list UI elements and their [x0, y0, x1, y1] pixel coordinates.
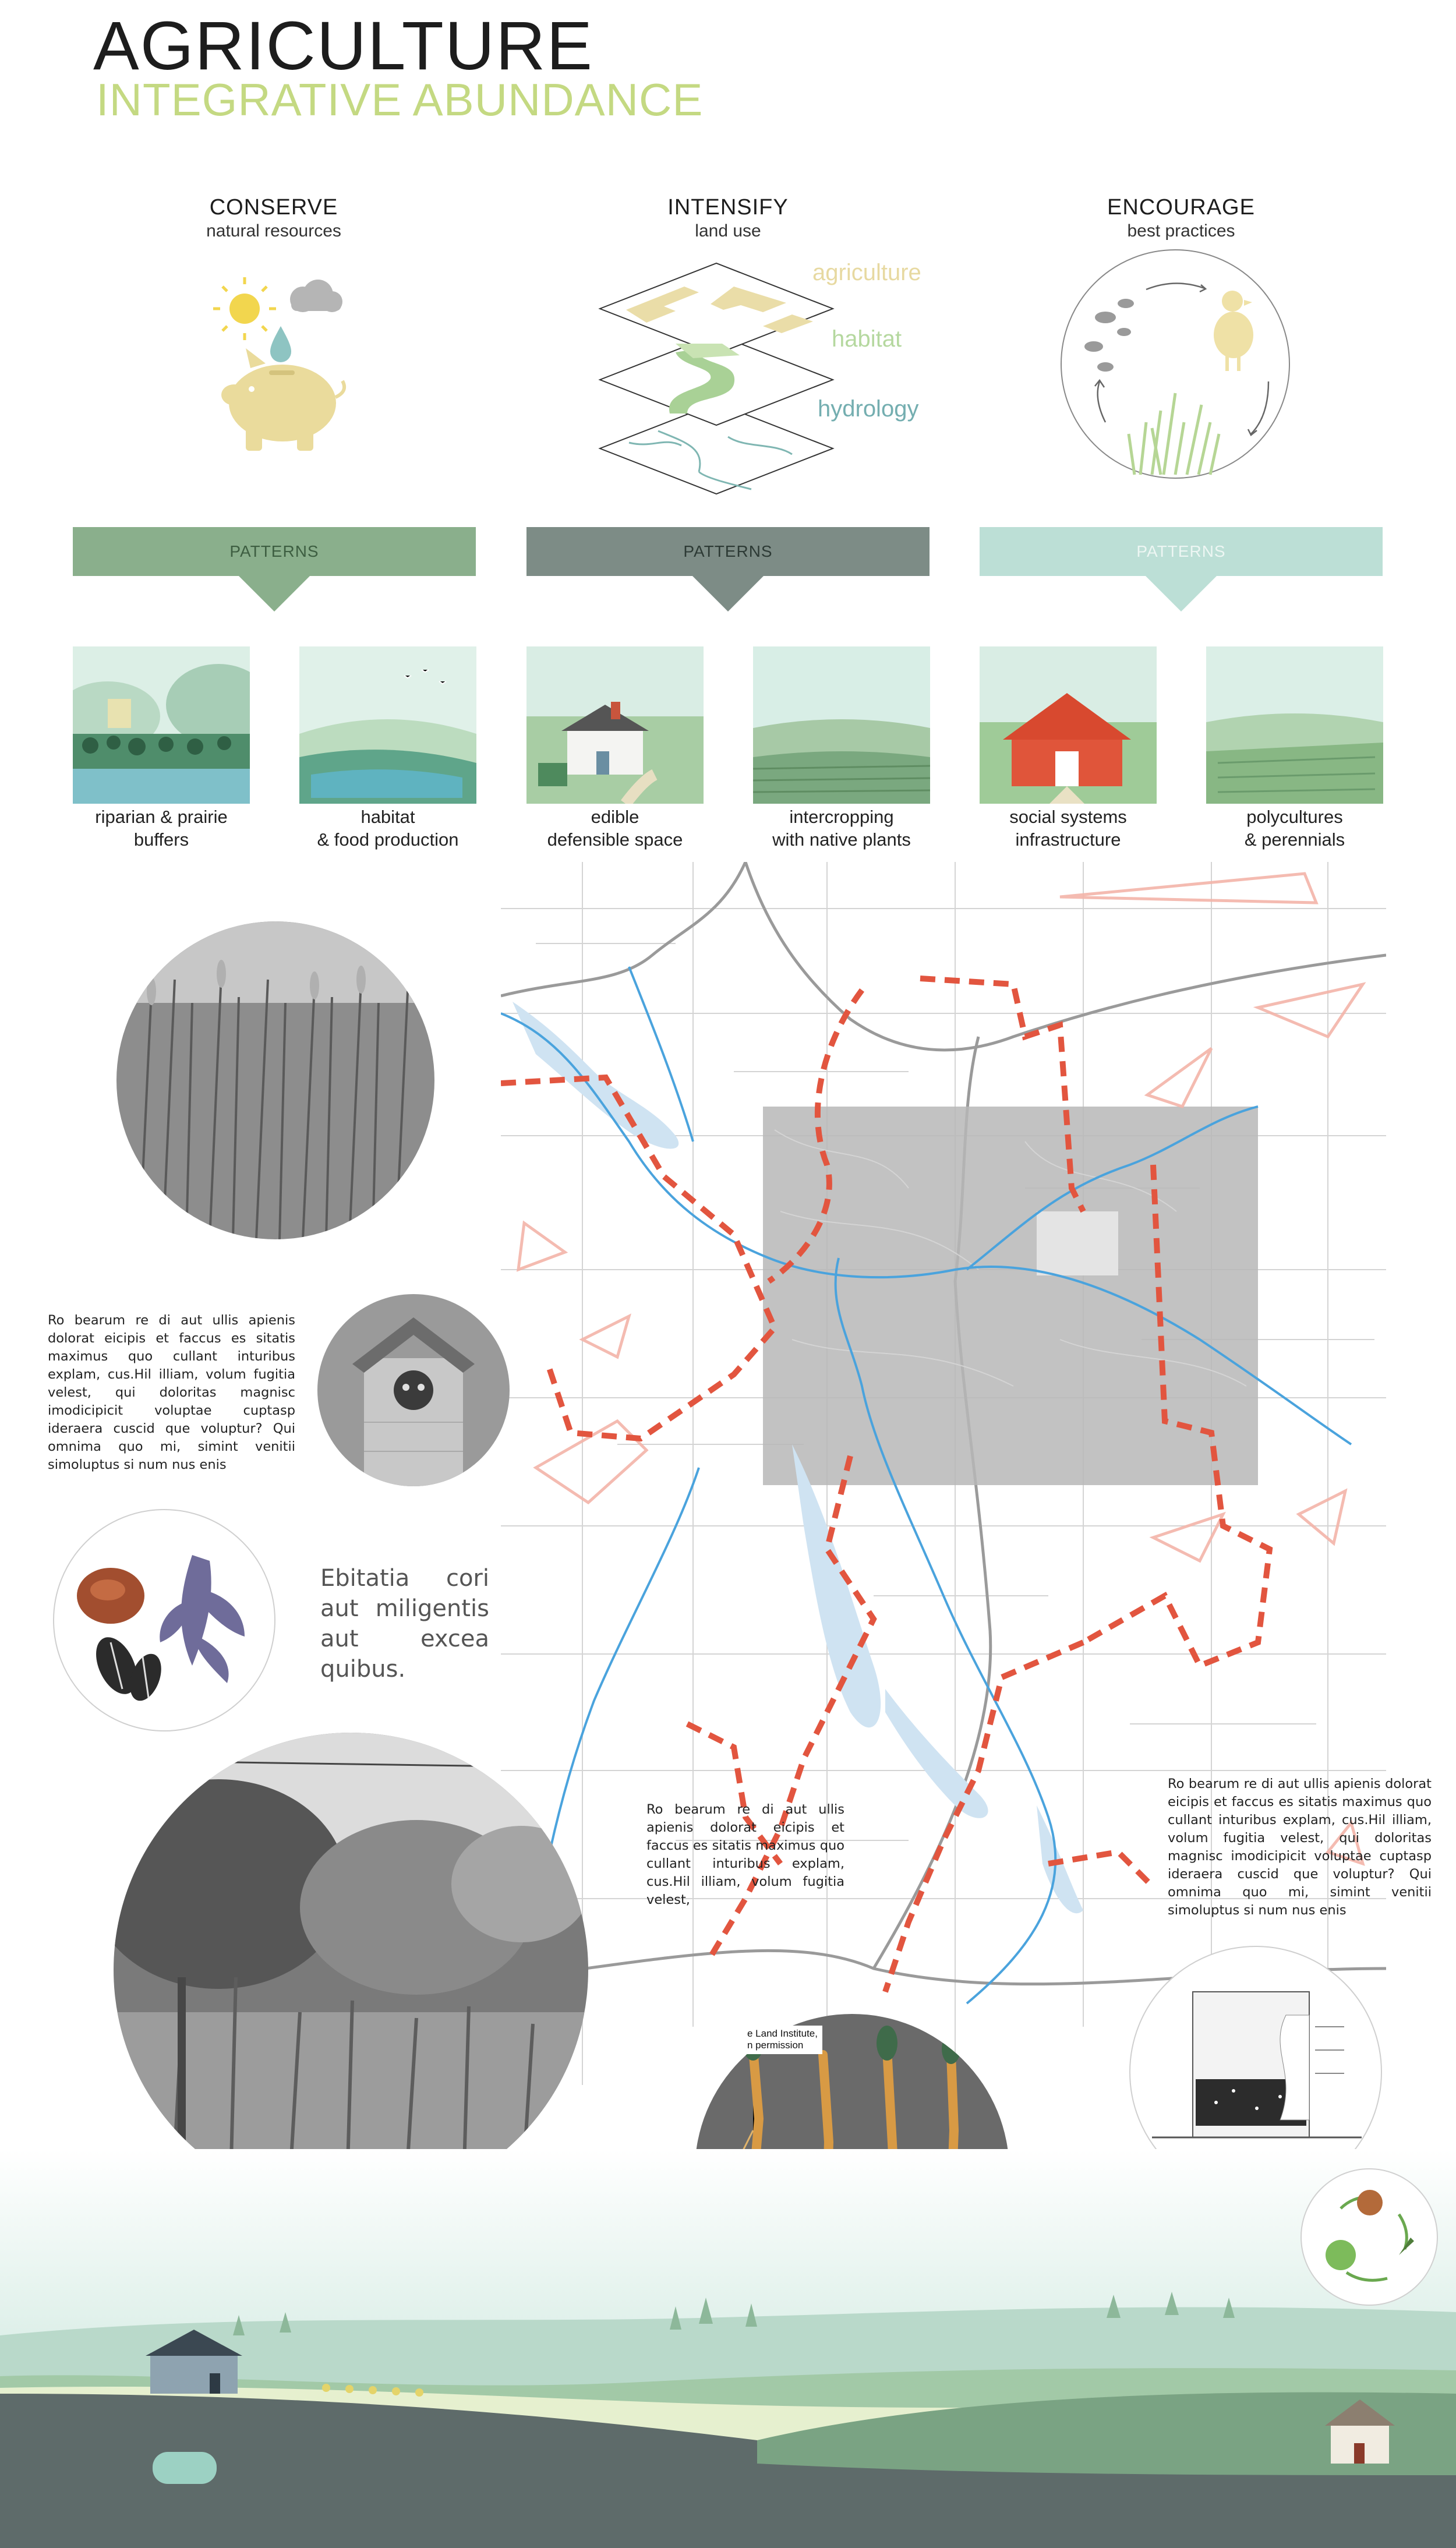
caption-intercropping-line1: intercropping [789, 807, 894, 827]
left-paragraph: Ro bearum re di aut ullis apienis dolorat eicipis et faccus es sitatis maximus quo cullant inturibus explam, cus.Hil illiam, volum fugitia velest, qui doloritas magnisc imodicipicit voluptae cuptasp ideraera cuscid que voluptur? Qui omnima quo mi, simint venitii simoluptus si num nus enis [48, 1313, 295, 1473]
photo-credit-line2: n permission [747, 2040, 804, 2051]
patterns-banner-encourage: PATTERNS [980, 527, 1383, 576]
caption-polycultures-line2: & perennials [1244, 829, 1345, 850]
caption-intercropping-line2: with native plants [772, 829, 911, 850]
patterns-banner-conserve: PATTERNS [73, 527, 476, 576]
thumb-social-systems [980, 646, 1157, 804]
caption-habitat-line2: & food production [317, 829, 459, 850]
caption-edible-space [510, 806, 720, 851]
caption-social-line1: social systems [1009, 807, 1127, 827]
best-practices-cycle-diagram [1059, 248, 1292, 480]
layer-label-habitat: habitat [832, 326, 902, 352]
compost-cycle-icon [1300, 2168, 1439, 2306]
caption-polycultures-line1: polycultures [1246, 807, 1343, 827]
layer-label-hydrology: hydrology [818, 396, 919, 422]
piggy-bank-icon [210, 274, 349, 454]
land-use-layers-diagram [588, 256, 844, 495]
cloud-icon [290, 280, 342, 312]
photo-wheat-field [116, 921, 434, 1239]
thumb-intercropping [753, 646, 930, 804]
thumb-habitat-food [299, 646, 476, 804]
caption-edible-line1: edible [591, 807, 639, 827]
quote-text: Ebitatia cori aut miligentis aut excea quibus. [320, 1565, 489, 1683]
thumb-edible-defensible-space [526, 646, 704, 804]
water-drop-icon [270, 326, 291, 362]
photo-owl-nest-box [317, 1294, 510, 1486]
sun-icon [213, 277, 276, 340]
pillar-encourage [1006, 195, 1356, 241]
caption-riparian-line2: buffers [133, 829, 189, 850]
pillar-encourage-title: ENCOURAGE [1107, 195, 1255, 220]
thumb-polycultures [1206, 646, 1383, 804]
patterns-banner-conserve-pointer [238, 575, 310, 612]
patterns-banner-encourage-pointer [1145, 575, 1217, 612]
center-paragraph: Ro bearum re di aut ullis apienis dolorat eicipis et faccus es sitatis maximus quo cullant inturibus explam, cus.Hil illiam, volum fugitia velest, [646, 1802, 844, 1908]
patterns-banner-intensify: PATTERNS [526, 527, 930, 576]
caption-riparian-buffers [56, 806, 266, 851]
pillar-conserve [99, 195, 448, 241]
layer-label-agriculture: agriculture [812, 260, 921, 285]
caption-social-systems [963, 806, 1173, 851]
caption-intercropping [737, 806, 946, 851]
pillar-encourage-subtitle: best practices [1127, 221, 1235, 241]
caption-social-line2: infrastructure [1015, 829, 1121, 850]
caption-polycultures [1190, 806, 1400, 851]
right-paragraph: Ro bearum re di aut ullis apienis dolorat eicipis et faccus es sitatis maximus quo cullant inturibus explam, cus.Hil illiam, volum fugitia velest, qui doloritas magnisc imodicipicit voluptae cuptasp ideraera cuscid que voluptur? Qui omnima quo mi, simint venitii simoluptus si num nus enis [1168, 1776, 1432, 1918]
patterns-banner-intensify-pointer [692, 575, 764, 612]
page-title: AGRICULTURE [93, 8, 594, 84]
seeds-illustration [52, 1508, 276, 1732]
page-subtitle: INTEGRATIVE ABUNDANCE [96, 74, 704, 125]
photo-credit-line1: e Land Institute, [747, 2028, 818, 2039]
pillar-intensify-subtitle: land use [695, 221, 761, 241]
photo-credit [743, 2026, 822, 2054]
pillar-intensify [553, 195, 903, 241]
thumb-riparian-buffers [73, 646, 250, 804]
landscape-illustration [0, 2149, 1456, 2548]
caption-edible-line2: defensible space [547, 829, 683, 850]
caption-habitat-line1: habitat [361, 807, 415, 827]
pillar-conserve-title: CONSERVE [209, 195, 338, 220]
caption-riparian-line1: riparian & prairie [95, 807, 228, 827]
pillar-intensify-title: INTENSIFY [667, 195, 789, 220]
caption-habitat-food [283, 806, 493, 851]
pillar-conserve-subtitle: natural resources [206, 221, 341, 241]
photo-orchard [114, 1733, 588, 2207]
